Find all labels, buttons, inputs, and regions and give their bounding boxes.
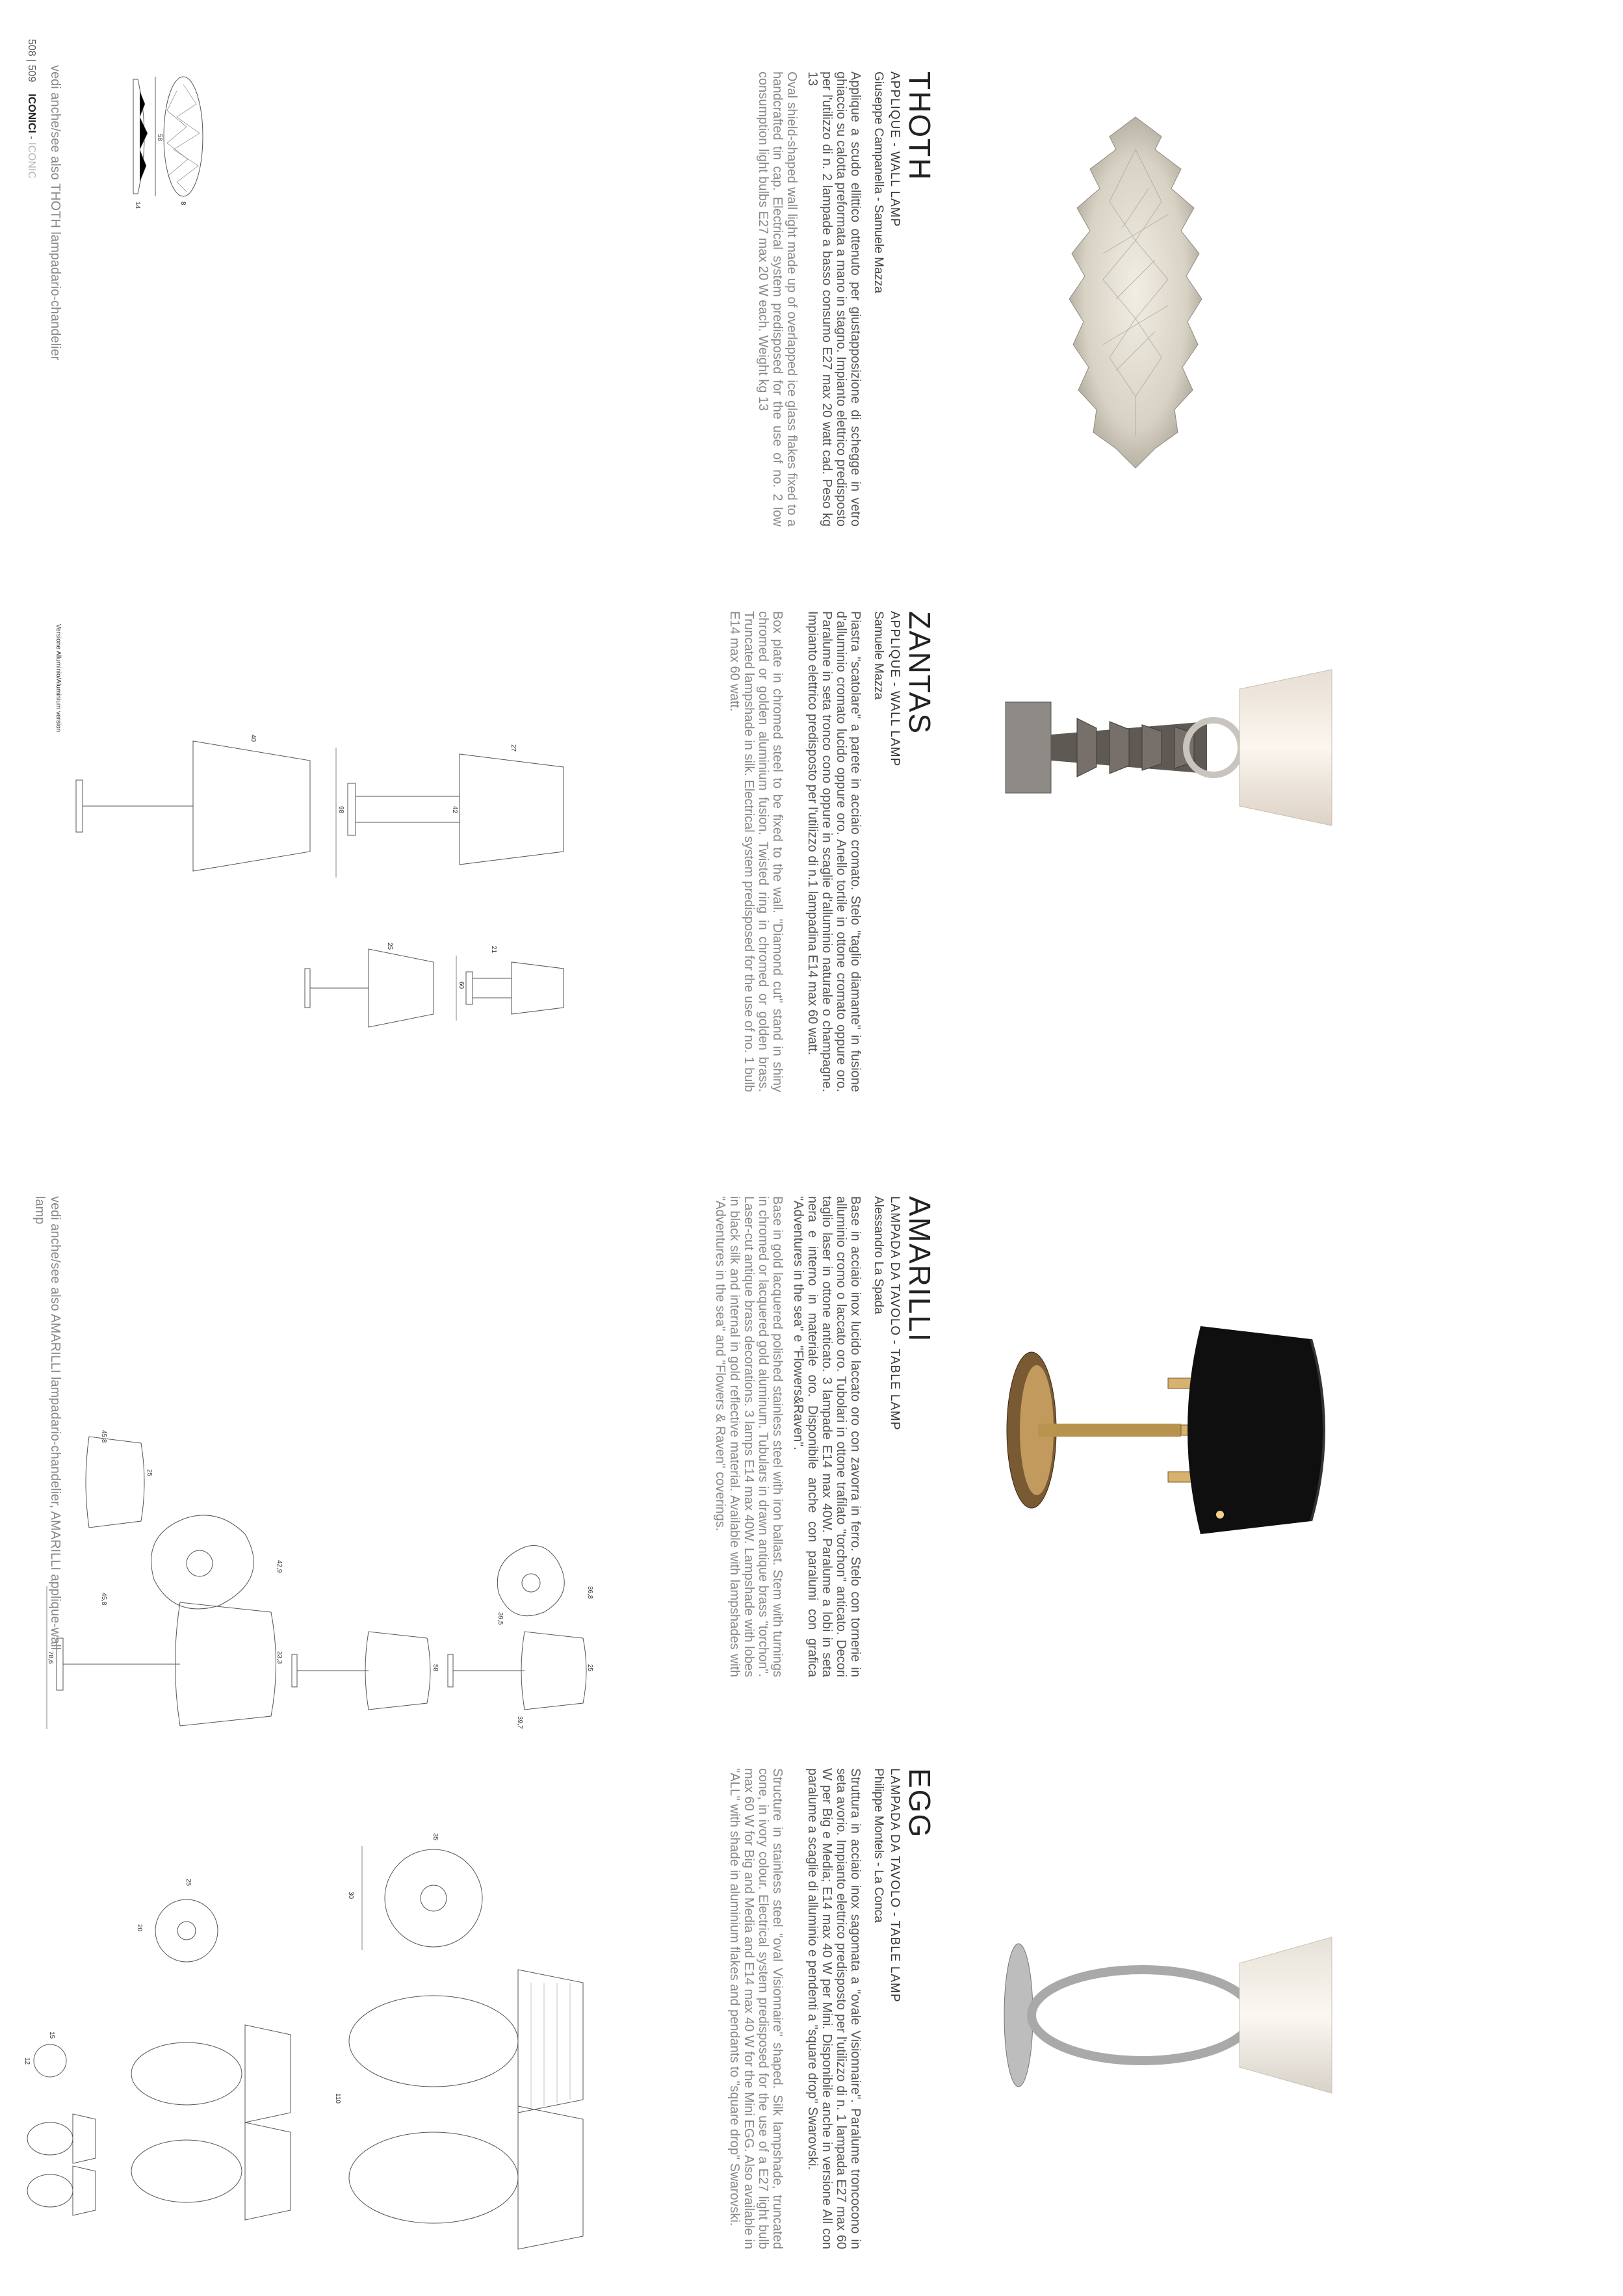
dim-e: 58 <box>432 1664 439 1672</box>
product-designer: Philippe Montels - La Conca <box>872 1768 885 1923</box>
product-subtitle: LAMPADA DA TAVOLO - TABLE LAMP <box>888 1196 902 1431</box>
dim-depth: 25 <box>386 943 393 950</box>
product-title: THOTH <box>903 72 937 181</box>
product-designer: Samuele Mazza <box>872 611 885 700</box>
dim-mini-width: 15 <box>48 2031 55 2039</box>
thoth-technical-drawing <box>99 72 213 221</box>
dim-h: 45,8 <box>100 1593 107 1606</box>
product-thoth <box>0 0 1623 585</box>
zantas-photo <box>996 663 1337 1001</box>
product-subtitle: APPLIQUE - WALL LAMP <box>888 72 902 228</box>
dim-d: 39,5 <box>497 1612 504 1625</box>
product-subtitle: APPLIQUE - WALL LAMP <box>888 611 902 767</box>
product-designer: Giuseppe Campanella - Samuele Mazza <box>872 72 885 294</box>
dim-depth: 14 <box>134 202 141 209</box>
dim-projection: 40 <box>250 735 257 742</box>
dim-k: 45,8 <box>100 1430 107 1443</box>
page-numbers: 508 | 509 <box>26 39 37 83</box>
dim-mini-depth: 12 <box>24 2057 31 2065</box>
section-name-english: ICONIC <box>26 142 37 179</box>
dim-i: 78,6 <box>47 1651 54 1664</box>
description-english: Structure in stainless steel "oval Visionnaire" shaped. Silk lampshade, truncated cone, in ivory colour. Electrical system predisposed for the use of a E27 light bulb max 60 W for Big and Media and E14 max 40 W for the Mini EGG. Also available in "ALL" with shade in aluminium flakes and pendants to "square drop" Swarovski. <box>727 1768 785 2249</box>
product-title: ZANTAS <box>903 611 937 735</box>
dim-medium-depth: 20 <box>136 1924 143 1932</box>
dim-f: 33,3 <box>276 1651 283 1664</box>
product-designer: Alessandro La Spada <box>872 1196 885 1314</box>
egg-photo <box>996 1885 1337 2158</box>
zantas-technical-drawings <box>47 618 583 1073</box>
dim-b: 36,8 <box>586 1586 593 1599</box>
product-zantas <box>0 585 1623 1170</box>
dim-base-height: 27 <box>510 744 517 752</box>
dim-overall-height: 98 <box>337 806 344 814</box>
description-italian: Base in acciaio inox lucido laccato oro con zavorra in ferro. Stelo con tornerie in alluminio cromo o laccato oro. Tubolari in ottone trafilato "torchon" anticato. Decori taglio laser in ottone anticato. 3 lampade E14 max 40W. Paralume a lobi in seta nera e interno in materiale oro. Disponibile anche con paralumi con grafica "Adventures in the sea" e "Flowers&Raven". <box>791 1196 863 1677</box>
dim-width: 58 <box>156 134 163 142</box>
product-title: EGG <box>903 1768 937 1839</box>
see-also-note: vedi anche/see also AMARILLI lampadario-chandelier, AMARILLI applique-wall lamp <box>32 1196 62 1650</box>
dim-big-depth: 30 <box>347 1892 354 1899</box>
page-footer: 508 | 509 ICONICI - ICONIC <box>26 39 37 179</box>
description-italian: Piastra "scatolare" a parete in acciaio cromato. Stelo "taglio diamante" in fusione d'alluminio cromato lucido oppure oro. Anello tortile in ottone cromato oppure oro. Paralume in seta tronco cono oppure in scaglie d'alluminio naturale o champagne. Impianto elettrico predisposto per l'utilizzo di n.1 lampadina E14 max 60 watt. <box>805 611 863 1092</box>
dim-shade-height: 42 <box>451 806 458 814</box>
see-also-note: vedi anche/see also THOTH lampadario-chandelier <box>48 65 62 361</box>
product-subtitle: LAMPADA DA TAVOLO - TABLE LAMP <box>888 1768 902 2003</box>
product-title: AMARILLI <box>903 1196 937 1343</box>
amarilli-photo <box>996 1300 1350 1625</box>
dim-a: 25 <box>586 1664 593 1672</box>
dim-height: 21 <box>490 946 497 954</box>
aluminium-version-label: Versione Alluminio/Aluminium version <box>55 624 62 733</box>
dim-big-width: 35 <box>432 1833 439 1841</box>
dim-height: 8 <box>179 202 187 205</box>
description-english: Oval shield-shaped wall light made up of overlapped ice glass flakes fixed to a handcrafted tin cap. Electrical system predisposed for the use of no. 2 low consumption light bulbs E27 max 20 W each. Weight kg 13 <box>756 72 799 527</box>
dim-j: 25 <box>146 1469 153 1477</box>
description-italian: Struttura in acciaio inox sagomata a "ovale Visionnaire". Paralume troncocono in seta avorio. Impianto elettrico predisposto per l'utilizzo di n. 1 lampada E27 max 60 W per Big e Media; E14 max 40 W per Mini. Disponibile anche in versione All con paralume a scaglie di alluminio e pendenti a "square drop" Swarovski. <box>805 1768 863 2249</box>
dim-g: 42,9 <box>276 1560 283 1573</box>
dim-medium-width: 25 <box>185 1879 192 1886</box>
dim-big-height: 110 <box>334 2093 341 2104</box>
dim-width: 60 <box>458 982 465 989</box>
egg-technical-drawings <box>21 1768 596 2262</box>
description-english: Box plate in chromed steel to be fixed to the wall. "Diamond cut" stand in shiny chromed or golden aluminium fusion. Twisted ring in chromed or golden brass. Truncated lampshade in silk. Electrical system predisposed for the use of no. 1 bulb E14 max 60 watt. <box>727 611 785 1092</box>
amarilli-technical-drawings <box>34 1196 596 1729</box>
description-english: Base in gold lacquered polished stainless steel with iron ballast. Stem with turnings in chromed or lacquered gold aluminum. Tubulars in drawn antique brass "torchon". Laser-cut antique brass decorations. 3 lamps E14 max 40W. Lampshade with lobes in black silk and internal in gold reflective material. Available with lampshades with "Adventures in the sea" and "Flowers & Raven" coverings. <box>713 1196 785 1677</box>
product-amarilli <box>0 1170 1623 1755</box>
product-egg <box>0 1742 1623 2296</box>
dim-c: 39,7 <box>516 1716 523 1729</box>
thoth-photo <box>1061 111 1207 475</box>
description-italian: Applique a scudo ellittico ottenuto per giustapposizione di schegge in vetro ghiaccio su calotta preformata a mano in stagno. Impianto elettrico predisposto per l'utilizzo di n. 2 lampade a basso consumo E27 max 20 watt cad. Peso kg 13 <box>805 72 863 527</box>
section-name-italian: ICONICI <box>26 94 37 133</box>
